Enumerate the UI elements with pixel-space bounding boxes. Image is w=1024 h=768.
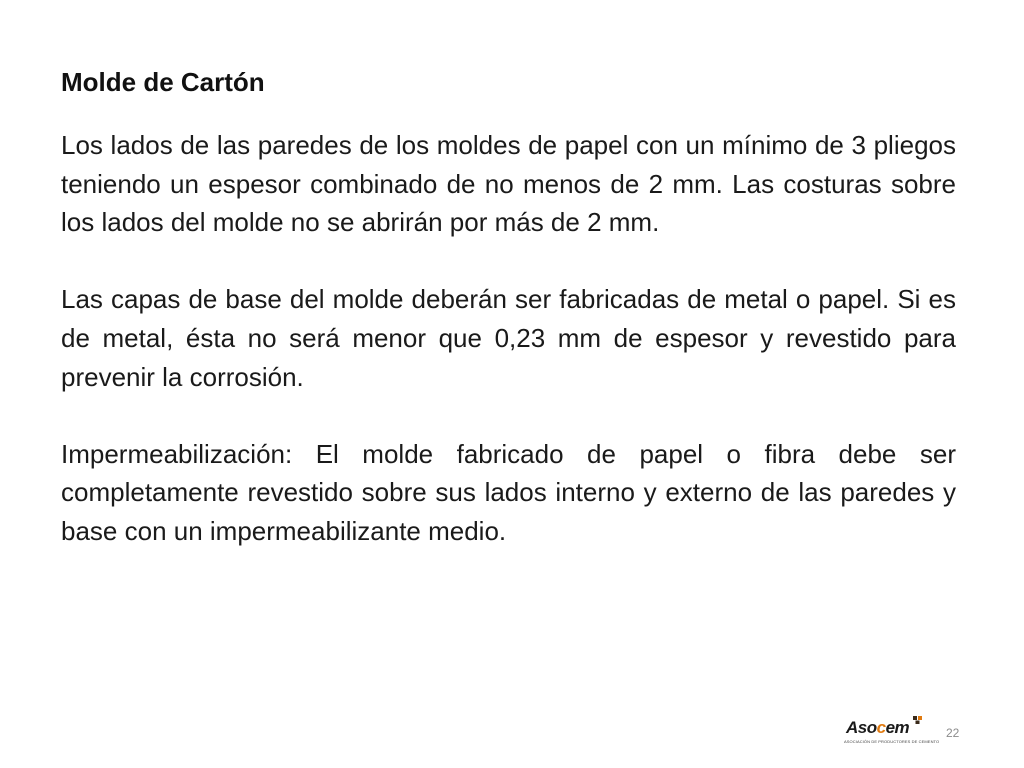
logo-wordmark: Asocem xyxy=(846,718,910,737)
page-number: 22 xyxy=(946,726,960,740)
slide-title: Molde de Cartón xyxy=(61,67,265,97)
paragraph-base-layers: Las capas de base del molde deberán ser fabricadas de metal o papel. Si es de metal, ésta no será menor que 0,23 mm de espesor y revestido para prevenir la corrosión. xyxy=(61,284,956,392)
logo-mark-icon xyxy=(912,715,924,725)
asocem-logo xyxy=(842,718,938,748)
paragraph-wall-layers: Los lados de las paredes de los moldes de papel con un mínimo de 3 pliegos teniendo un espesor combinado de no menos de 2 mm. Las costuras sobre los lados del molde no se abrirán por más de 2 mm. xyxy=(61,130,956,238)
logo-tagline: ASOCIACIÓN DE PRODUCTORES DE CEMENTO xyxy=(844,739,940,744)
slide-body xyxy=(61,126,956,551)
paragraph-waterproofing: Impermeabilización: El molde fabricado de papel o fibra debe ser completamente revestido sobre sus lados interno y externo de las paredes y base con un impermeabilizante medio. xyxy=(61,438,956,546)
